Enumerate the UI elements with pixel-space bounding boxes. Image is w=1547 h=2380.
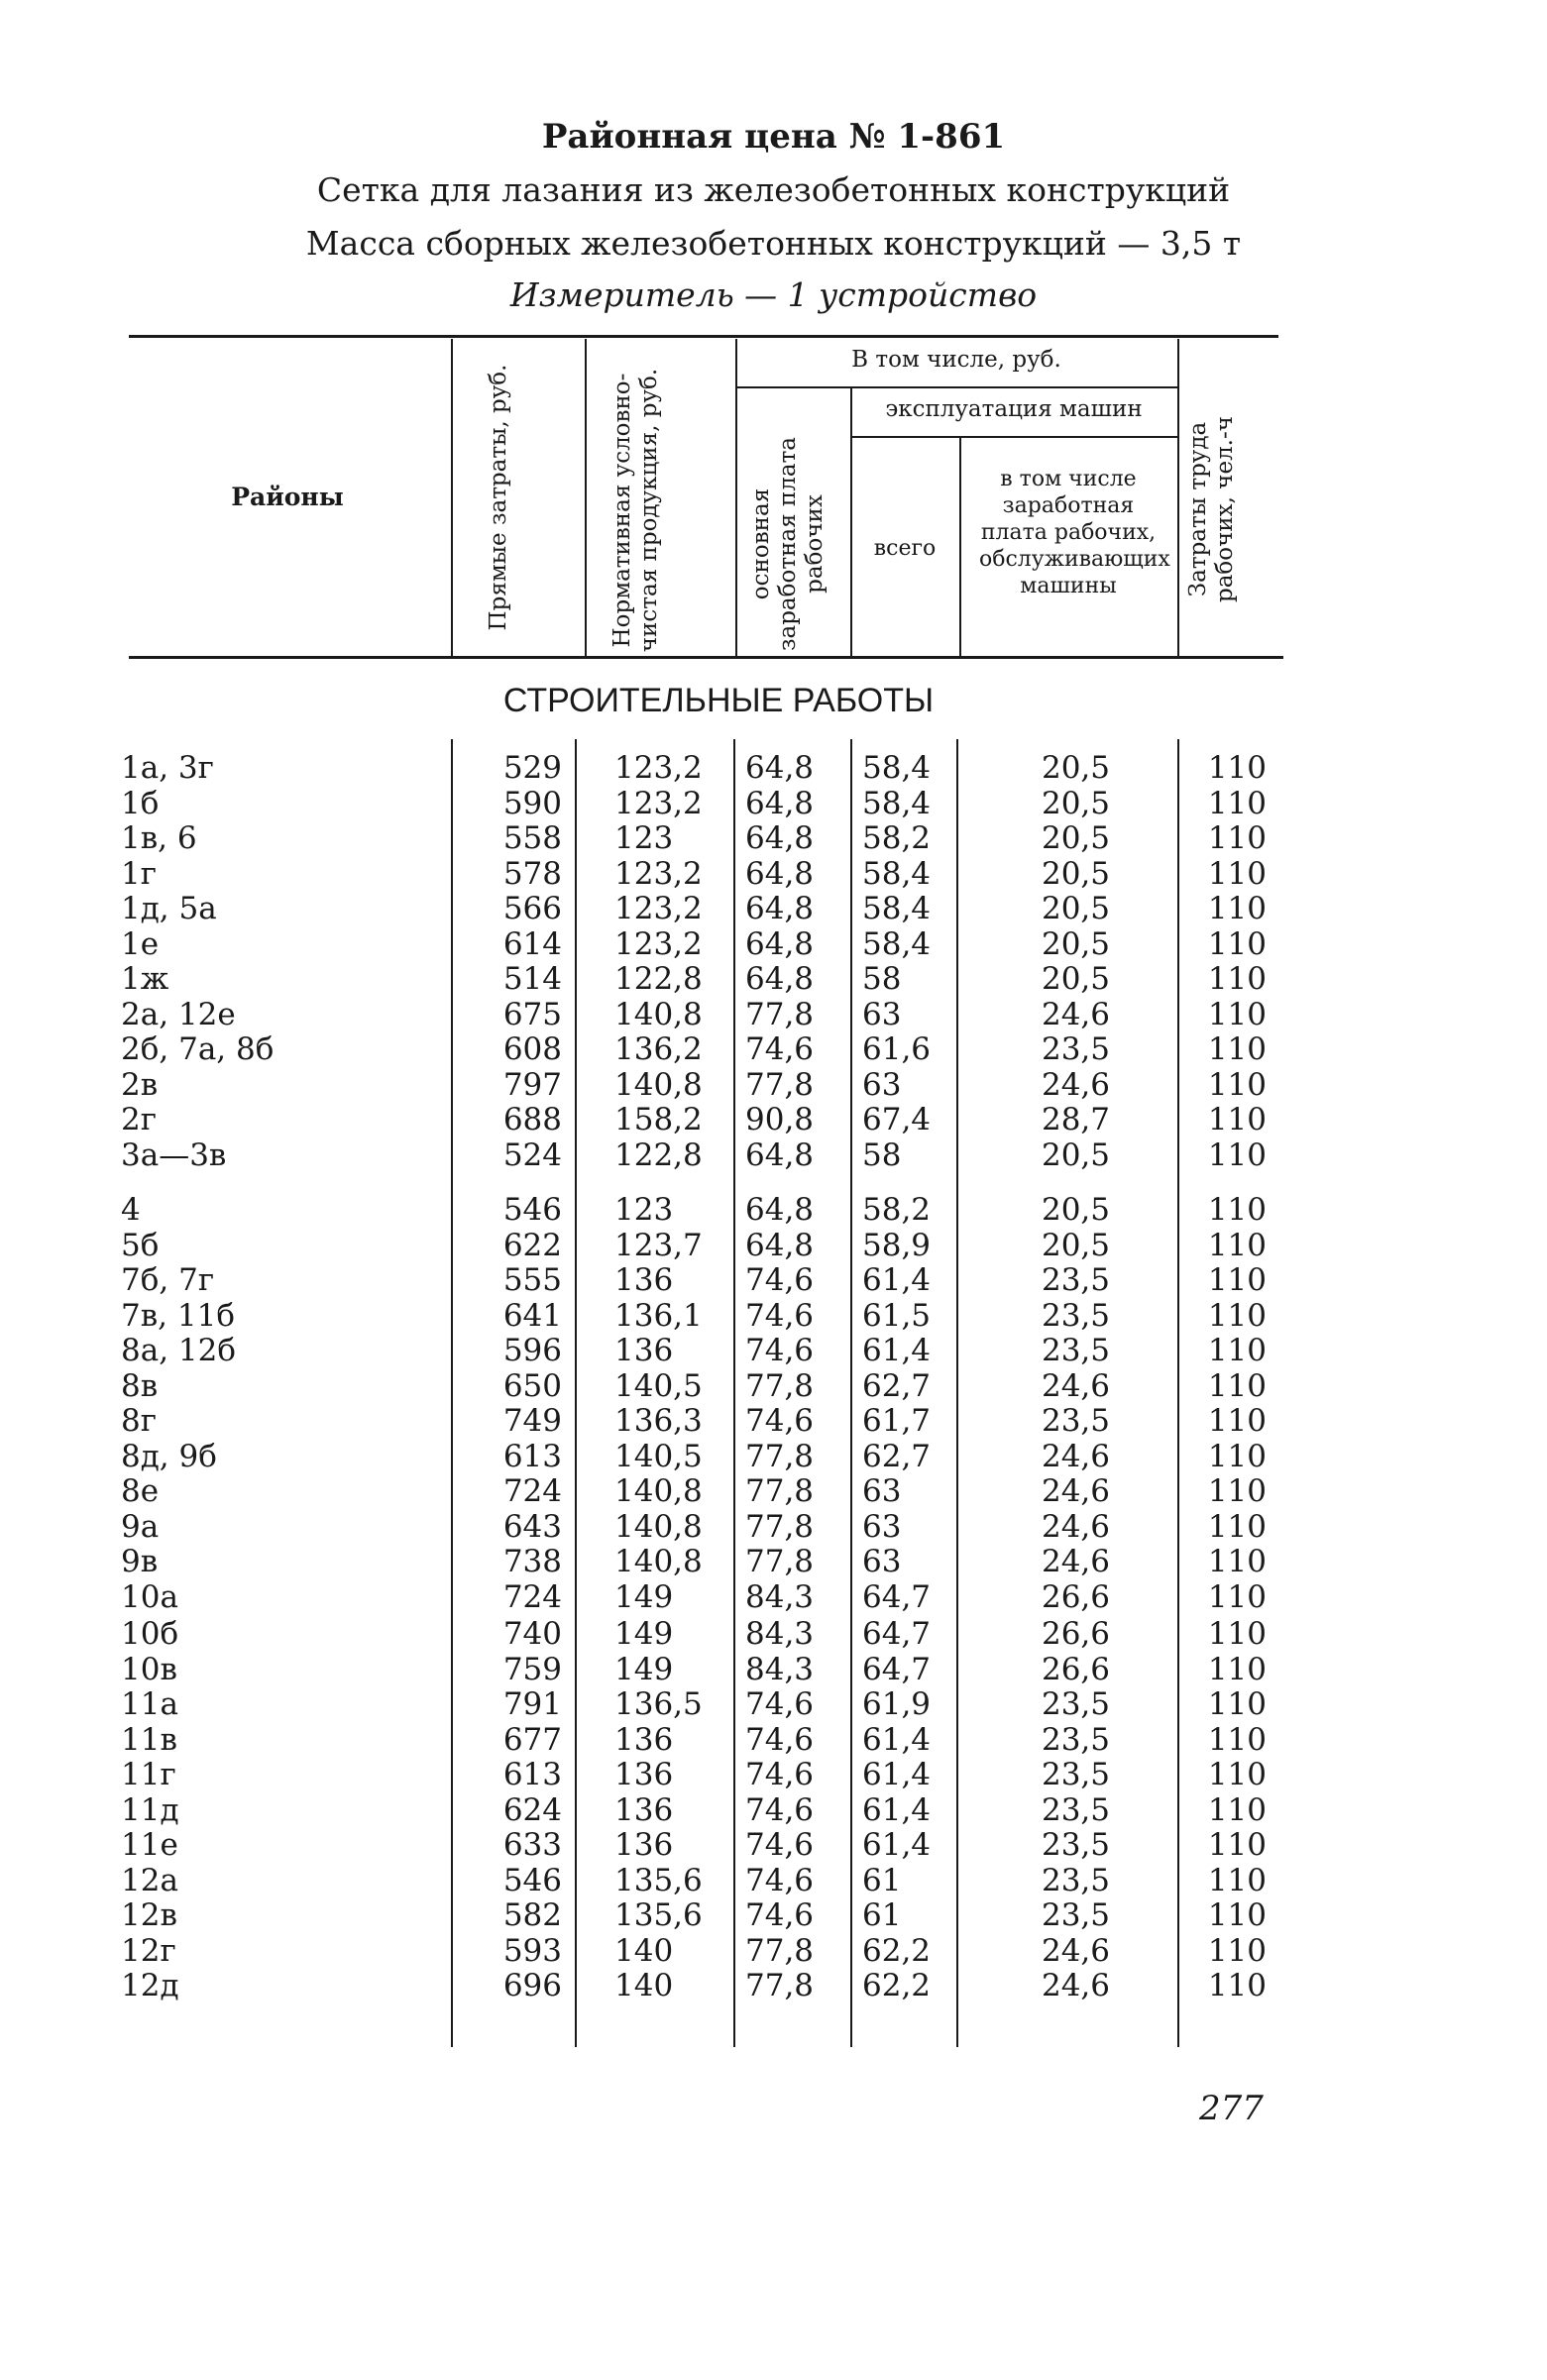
col-divider xyxy=(575,739,577,2047)
cell-base-wage: 64,8 xyxy=(745,820,815,856)
cell-base-wage: 77,8 xyxy=(745,1932,815,1969)
cell-base-wage: 74,6 xyxy=(745,1333,815,1368)
cell-region: 11в xyxy=(121,1721,177,1758)
col-divider xyxy=(959,438,961,656)
table-head-bottom-rule xyxy=(129,656,1283,659)
cell-machine-total: 64,7 xyxy=(862,1651,932,1687)
cell-direct-costs: 738 xyxy=(502,1544,562,1579)
cell-region: 12г xyxy=(121,1932,176,1969)
col-divider xyxy=(733,739,735,2047)
cell-base-wage: 74,6 xyxy=(745,1262,815,1298)
cell-direct-costs: 641 xyxy=(502,1297,562,1334)
cell-machine-total: 61,6 xyxy=(862,1031,932,1067)
cell-labor: 110 xyxy=(1207,1297,1267,1334)
cell-labor: 110 xyxy=(1207,750,1267,786)
cell-base-wage: 64,8 xyxy=(745,961,815,997)
cell-direct-costs: 613 xyxy=(502,1438,562,1474)
cell-region: 7б, 7г xyxy=(121,1262,215,1298)
page-title: Районная цена № 1-861 xyxy=(541,117,1006,157)
cell-labor: 110 xyxy=(1207,1262,1267,1298)
cell-machine-total: 61,4 xyxy=(862,1721,932,1758)
cell-machine-wage: 20,5 xyxy=(1041,1136,1110,1173)
cell-region: 11г xyxy=(121,1757,176,1792)
cell-base-wage: 74,6 xyxy=(745,1686,815,1722)
cell-direct-costs: 593 xyxy=(502,1932,562,1969)
cell-direct-costs: 688 xyxy=(502,1102,562,1137)
cell-base-wage: 77,8 xyxy=(745,1544,815,1579)
cell-machine-total: 63 xyxy=(862,1066,902,1103)
cell-base-wage: 74,6 xyxy=(745,1721,815,1758)
cell-direct-costs: 724 xyxy=(502,1578,562,1615)
cell-region: 10б xyxy=(121,1616,179,1652)
cell-machine-wage: 23,5 xyxy=(1041,1031,1110,1067)
cell-normative: 140,8 xyxy=(614,1544,703,1579)
cell-direct-costs: 582 xyxy=(502,1897,562,1933)
cell-machine-total: 67,4 xyxy=(862,1102,932,1137)
cell-labor: 110 xyxy=(1207,1367,1267,1404)
cell-machine-wage: 20,5 xyxy=(1041,750,1110,786)
cell-machine-wage: 23,5 xyxy=(1041,1262,1110,1298)
cell-region: 8в xyxy=(121,1367,159,1404)
cell-direct-costs: 624 xyxy=(502,1791,562,1828)
cell-labor: 110 xyxy=(1207,1508,1267,1545)
cell-base-wage: 77,8 xyxy=(745,1367,815,1404)
cell-machine-wage: 24,6 xyxy=(1041,996,1110,1032)
cell-labor: 110 xyxy=(1207,1968,1267,2003)
cell-direct-costs: 546 xyxy=(502,1192,562,1228)
cell-normative: 123,2 xyxy=(614,750,703,786)
cell-direct-costs: 590 xyxy=(502,785,562,821)
cell-region: 8е xyxy=(121,1473,160,1509)
page-subtitle: Сетка для лазания из железобетонных конструкций xyxy=(316,170,1231,209)
cell-machine-wage: 20,5 xyxy=(1041,1227,1110,1263)
cell-normative: 136,1 xyxy=(614,1297,703,1334)
cell-machine-total: 61,4 xyxy=(862,1333,932,1368)
cell-machine-wage: 26,6 xyxy=(1041,1616,1110,1652)
cell-region: 3а—3в xyxy=(121,1136,227,1173)
cell-normative: 140,8 xyxy=(614,1473,703,1509)
cell-machine-total: 62,2 xyxy=(862,1932,932,1969)
cell-direct-costs: 578 xyxy=(502,855,562,892)
cell-direct-costs: 677 xyxy=(502,1721,562,1758)
cell-machine-total: 63 xyxy=(862,1508,902,1545)
cell-direct-costs: 558 xyxy=(502,820,562,856)
cell-machine-wage: 23,5 xyxy=(1041,1897,1110,1933)
cell-direct-costs: 675 xyxy=(502,996,562,1032)
cell-labor: 110 xyxy=(1207,1102,1267,1137)
col-header-normative: Нормативная условно-чистая продукция, руб. xyxy=(609,368,662,653)
cell-base-wage: 64,8 xyxy=(745,855,815,892)
cell-normative: 136 xyxy=(614,1333,674,1368)
cell-machine-total: 58,9 xyxy=(862,1227,932,1263)
cell-machine-total: 58,2 xyxy=(862,1192,932,1228)
cell-normative: 123,2 xyxy=(614,855,703,892)
cell-machine-wage: 26,6 xyxy=(1041,1578,1110,1615)
cell-machine-total: 61 xyxy=(862,1897,902,1933)
cell-region: 7в, 11б xyxy=(121,1297,235,1334)
cell-labor: 110 xyxy=(1207,1897,1267,1933)
cell-region: 2в xyxy=(121,1066,159,1103)
cell-labor: 110 xyxy=(1207,1862,1267,1898)
cell-normative: 136,2 xyxy=(614,1031,703,1067)
cell-machine-total: 61,7 xyxy=(862,1403,932,1439)
cell-labor: 110 xyxy=(1207,1438,1267,1474)
cell-region: 12а xyxy=(121,1862,178,1898)
col-divider xyxy=(585,339,587,656)
cell-labor: 110 xyxy=(1207,1791,1267,1828)
cell-region: 11д xyxy=(121,1791,179,1828)
cell-machine-total: 62,7 xyxy=(862,1367,932,1404)
cell-normative: 149 xyxy=(614,1578,674,1615)
cell-base-wage: 64,8 xyxy=(745,925,815,962)
cell-base-wage: 74,6 xyxy=(745,1403,815,1439)
cell-labor: 110 xyxy=(1207,996,1267,1032)
cell-normative: 140,8 xyxy=(614,1508,703,1545)
cell-labor: 110 xyxy=(1207,961,1267,997)
cell-machine-total: 58,4 xyxy=(862,925,932,962)
cell-direct-costs: 797 xyxy=(502,1066,562,1103)
cell-machine-total: 58,2 xyxy=(862,820,932,856)
cell-labor: 110 xyxy=(1207,855,1267,892)
cell-base-wage: 84,3 xyxy=(745,1616,815,1652)
cell-labor: 110 xyxy=(1207,1031,1267,1067)
cell-region: 10а xyxy=(121,1578,178,1615)
cell-labor: 110 xyxy=(1207,1616,1267,1652)
cell-machine-wage: 24,6 xyxy=(1041,1932,1110,1969)
cell-normative: 136 xyxy=(614,1721,674,1758)
cell-machine-total: 61 xyxy=(862,1862,902,1898)
cell-labor: 110 xyxy=(1207,1227,1267,1263)
cell-machine-total: 61,5 xyxy=(862,1297,932,1334)
cell-machine-total: 58 xyxy=(862,961,902,997)
cell-normative: 136,3 xyxy=(614,1403,703,1439)
cell-labor: 110 xyxy=(1207,1544,1267,1579)
cell-machine-total: 61,4 xyxy=(862,1827,932,1863)
cell-normative: 122,8 xyxy=(614,1136,703,1173)
cell-normative: 136,5 xyxy=(614,1686,703,1722)
cell-region: 12д xyxy=(121,1968,179,2003)
cell-machine-wage: 20,5 xyxy=(1041,855,1110,892)
cell-normative: 136 xyxy=(614,1757,674,1792)
cell-machine-total: 62,7 xyxy=(862,1438,932,1474)
cell-normative: 136 xyxy=(614,1262,674,1298)
cell-machine-total: 58,4 xyxy=(862,891,932,926)
cell-machine-wage: 24,6 xyxy=(1041,1473,1110,1509)
cell-machine-total: 61,9 xyxy=(862,1686,932,1722)
col-divider xyxy=(451,339,453,656)
cell-region: 8а, 12б xyxy=(121,1333,237,1368)
cell-direct-costs: 566 xyxy=(502,891,562,926)
cell-labor: 110 xyxy=(1207,1136,1267,1173)
cell-direct-costs: 524 xyxy=(502,1136,562,1173)
cell-normative: 123,2 xyxy=(614,785,703,821)
cell-base-wage: 74,6 xyxy=(745,1791,815,1828)
cell-labor: 110 xyxy=(1207,1827,1267,1863)
cell-labor: 110 xyxy=(1207,1473,1267,1509)
cell-machine-total: 62,2 xyxy=(862,1968,932,2003)
col-divider xyxy=(956,739,958,2047)
cell-machine-total: 63 xyxy=(862,1544,902,1579)
cell-machine-wage: 23,5 xyxy=(1041,1757,1110,1792)
cell-direct-costs: 529 xyxy=(502,750,562,786)
cell-labor: 110 xyxy=(1207,1651,1267,1687)
cell-normative: 140,5 xyxy=(614,1367,703,1404)
cell-base-wage: 74,6 xyxy=(745,1297,815,1334)
cell-base-wage: 64,8 xyxy=(745,1192,815,1228)
cell-region: 12в xyxy=(121,1897,177,1933)
cell-machine-wage: 24,6 xyxy=(1041,1438,1110,1474)
cell-machine-wage: 23,5 xyxy=(1041,1403,1110,1439)
cell-region: 11е xyxy=(121,1827,178,1863)
cell-normative: 149 xyxy=(614,1616,674,1652)
cell-machine-total: 61,4 xyxy=(862,1791,932,1828)
cell-normative: 158,2 xyxy=(614,1102,703,1137)
cell-machine-wage: 24,6 xyxy=(1041,1066,1110,1103)
cell-machine-wage: 20,5 xyxy=(1041,961,1110,997)
cell-normative: 140,8 xyxy=(614,1066,703,1103)
cell-normative: 122,8 xyxy=(614,961,703,997)
cell-base-wage: 74,6 xyxy=(745,1897,815,1933)
cell-machine-wage: 28,7 xyxy=(1041,1102,1110,1137)
cell-labor: 110 xyxy=(1207,1578,1267,1615)
cell-machine-total: 63 xyxy=(862,1473,902,1509)
col-divider xyxy=(1177,739,1179,2047)
cell-normative: 136 xyxy=(614,1791,674,1828)
cell-region: 11а xyxy=(121,1686,178,1722)
page-subtitle-unit: Измеритель — 1 устройство xyxy=(509,275,1038,314)
cell-machine-wage: 26,6 xyxy=(1041,1651,1110,1687)
cell-machine-total: 61,4 xyxy=(862,1262,932,1298)
subhead-rule xyxy=(735,386,1177,388)
cell-base-wage: 77,8 xyxy=(745,1473,815,1509)
col-header-regions: Районы xyxy=(231,483,344,511)
cell-direct-costs: 643 xyxy=(502,1508,562,1545)
cell-normative: 123 xyxy=(614,1192,674,1228)
cell-labor: 110 xyxy=(1207,1721,1267,1758)
cell-base-wage: 64,8 xyxy=(745,1136,815,1173)
subhead-rule xyxy=(850,436,1177,438)
cell-machine-total: 61,4 xyxy=(862,1757,932,1792)
col-divider xyxy=(1177,339,1179,656)
cell-direct-costs: 555 xyxy=(502,1262,562,1298)
cell-region: 5б xyxy=(121,1227,160,1263)
cell-region: 2б, 7а, 8б xyxy=(121,1031,275,1067)
col-header-including: В том числе, руб. xyxy=(851,347,1061,373)
cell-region: 2а, 12е xyxy=(121,996,236,1032)
section-title: СТРОИТЕЛЬНЫЕ РАБОТЫ xyxy=(502,682,935,719)
cell-direct-costs: 596 xyxy=(502,1333,562,1368)
cell-direct-costs: 650 xyxy=(502,1367,562,1404)
cell-direct-costs: 633 xyxy=(502,1827,562,1863)
cell-machine-wage: 23,5 xyxy=(1041,1333,1110,1368)
cell-base-wage: 84,3 xyxy=(745,1651,815,1687)
cell-machine-wage: 23,5 xyxy=(1041,1791,1110,1828)
cell-region: 1в, 6 xyxy=(121,820,197,856)
cell-region: 8г xyxy=(121,1403,157,1439)
cell-machine-wage: 20,5 xyxy=(1041,1192,1110,1228)
cell-machine-wage: 24,6 xyxy=(1041,1968,1110,2003)
cell-base-wage: 74,6 xyxy=(745,1862,815,1898)
cell-direct-costs: 759 xyxy=(502,1651,562,1687)
cell-machine-wage: 24,6 xyxy=(1041,1544,1110,1579)
cell-normative: 123,2 xyxy=(614,891,703,926)
col-header-machine-ops: эксплуатация машин xyxy=(885,396,1143,422)
cell-direct-costs: 514 xyxy=(502,961,562,997)
cell-labor: 110 xyxy=(1207,1066,1267,1103)
cell-base-wage: 84,3 xyxy=(745,1578,815,1615)
cell-labor: 110 xyxy=(1207,1932,1267,1969)
cell-base-wage: 77,8 xyxy=(745,1438,815,1474)
col-header-direct-costs: Прямые затраты, руб. xyxy=(486,364,511,631)
cell-labor: 110 xyxy=(1207,1403,1267,1439)
cell-machine-wage: 20,5 xyxy=(1041,785,1110,821)
cell-machine-wage: 20,5 xyxy=(1041,820,1110,856)
cell-normative: 140 xyxy=(614,1968,674,2003)
cell-labor: 110 xyxy=(1207,1686,1267,1722)
cell-machine-total: 58,4 xyxy=(862,785,932,821)
cell-machine-wage: 23,5 xyxy=(1041,1827,1110,1863)
cell-base-wage: 90,8 xyxy=(745,1102,815,1137)
cell-base-wage: 77,8 xyxy=(745,996,815,1032)
cell-normative: 123,7 xyxy=(614,1227,703,1263)
cell-machine-wage: 23,5 xyxy=(1041,1297,1110,1334)
cell-normative: 140,5 xyxy=(614,1438,703,1474)
cell-direct-costs: 696 xyxy=(502,1968,562,2003)
cell-normative: 123 xyxy=(614,820,674,856)
cell-machine-total: 63 xyxy=(862,996,902,1032)
cell-direct-costs: 622 xyxy=(502,1227,562,1263)
cell-normative: 135,6 xyxy=(614,1897,703,1933)
cell-machine-total: 58 xyxy=(862,1136,902,1173)
cell-base-wage: 74,6 xyxy=(745,1827,815,1863)
cell-region: 9а xyxy=(121,1508,160,1545)
cell-base-wage: 74,6 xyxy=(745,1757,815,1792)
cell-machine-total: 64,7 xyxy=(862,1616,932,1652)
cell-machine-wage: 20,5 xyxy=(1041,891,1110,926)
cell-labor: 110 xyxy=(1207,1757,1267,1792)
cell-normative: 135,6 xyxy=(614,1862,703,1898)
cell-normative: 140 xyxy=(614,1932,674,1969)
cell-base-wage: 64,8 xyxy=(745,750,815,786)
cell-direct-costs: 740 xyxy=(502,1616,562,1652)
cell-machine-wage: 23,5 xyxy=(1041,1862,1110,1898)
cell-labor: 110 xyxy=(1207,1192,1267,1228)
cell-region: 1г xyxy=(121,855,157,892)
cell-region: 1ж xyxy=(121,961,169,997)
cell-machine-wage: 20,5 xyxy=(1041,925,1110,962)
cell-labor: 110 xyxy=(1207,820,1267,856)
cell-normative: 123,2 xyxy=(614,925,703,962)
cell-region: 8д, 9б xyxy=(121,1438,217,1474)
col-divider xyxy=(850,388,852,656)
cell-region: 4 xyxy=(121,1192,141,1228)
cell-region: 1е xyxy=(121,925,160,962)
cell-base-wage: 64,8 xyxy=(745,785,815,821)
cell-labor: 110 xyxy=(1207,925,1267,962)
cell-machine-wage: 23,5 xyxy=(1041,1686,1110,1722)
cell-labor: 110 xyxy=(1207,785,1267,821)
cell-direct-costs: 613 xyxy=(502,1757,562,1792)
cell-base-wage: 77,8 xyxy=(745,1066,815,1103)
cell-base-wage: 77,8 xyxy=(745,1508,815,1545)
cell-machine-wage: 24,6 xyxy=(1041,1508,1110,1545)
table-top-rule xyxy=(129,335,1278,338)
cell-region: 1д, 5а xyxy=(121,891,217,926)
cell-region: 10в xyxy=(121,1651,177,1687)
page-number: 277 xyxy=(1199,2089,1264,2128)
col-header-labor: Затраты труда рабочих, чел.-ч xyxy=(1185,416,1238,602)
cell-machine-total: 64,7 xyxy=(862,1578,932,1615)
cell-machine-wage: 23,5 xyxy=(1041,1721,1110,1758)
cell-region: 1б xyxy=(121,785,160,821)
cell-region: 9в xyxy=(121,1544,159,1579)
cell-normative: 140,8 xyxy=(614,996,703,1032)
cell-base-wage: 77,8 xyxy=(745,1968,815,2003)
cell-direct-costs: 608 xyxy=(502,1031,562,1067)
col-divider xyxy=(850,739,852,2047)
cell-machine-total: 58,4 xyxy=(862,750,932,786)
cell-region: 1а, 3г xyxy=(121,750,214,786)
page-subtitle-mass: Масса сборных железобетонных конструкций — 3,5 т xyxy=(305,224,1242,263)
cell-direct-costs: 791 xyxy=(502,1686,562,1722)
cell-base-wage: 64,8 xyxy=(745,1227,815,1263)
cell-base-wage: 74,6 xyxy=(745,1031,815,1067)
cell-base-wage: 64,8 xyxy=(745,891,815,926)
col-header-machine-wage: в том числе заработная плата рабочих, обслуживающих машины xyxy=(979,467,1170,598)
cell-direct-costs: 724 xyxy=(502,1473,562,1509)
cell-direct-costs: 749 xyxy=(502,1403,562,1439)
cell-labor: 110 xyxy=(1207,1333,1267,1368)
cell-normative: 149 xyxy=(614,1651,674,1687)
cell-labor: 110 xyxy=(1207,891,1267,926)
cell-region: 2г xyxy=(121,1102,157,1137)
cell-machine-wage: 24,6 xyxy=(1041,1367,1110,1404)
cell-machine-total: 58,4 xyxy=(862,855,932,892)
col-divider xyxy=(451,739,453,2047)
cell-direct-costs: 546 xyxy=(502,1862,562,1898)
col-header-total: всего xyxy=(873,536,937,561)
cell-direct-costs: 614 xyxy=(502,925,562,962)
col-header-base-wage: основная заработная плата рабочих xyxy=(748,436,828,652)
cell-normative: 136 xyxy=(614,1827,674,1863)
